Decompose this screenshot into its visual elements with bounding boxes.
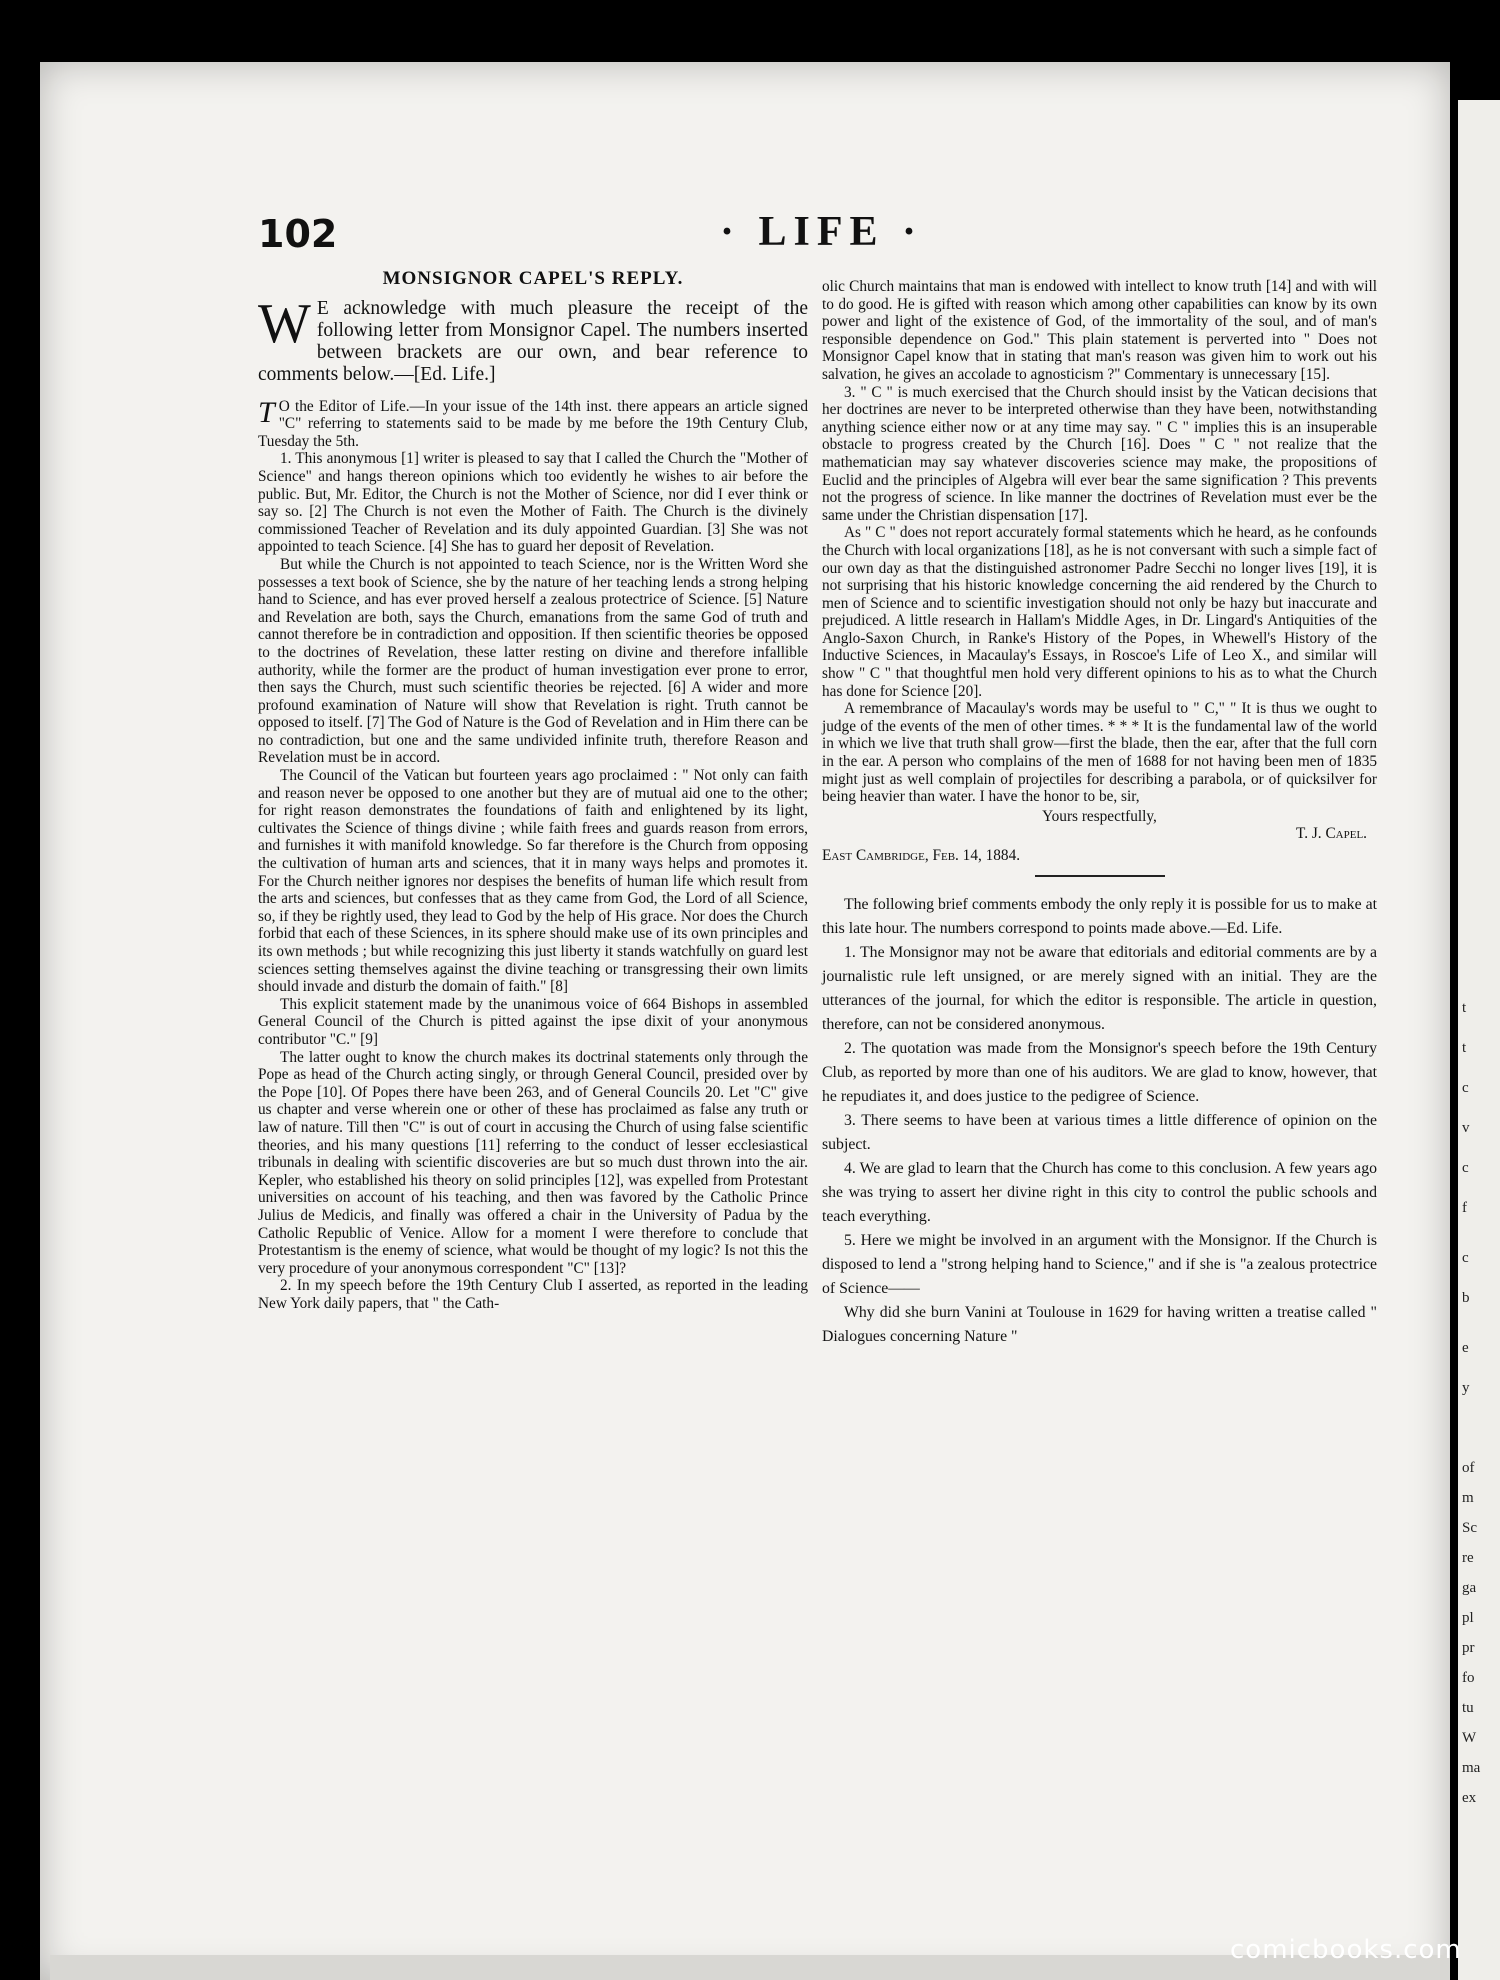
place-date: East Cambridge, Feb. 14, 1884. bbox=[822, 847, 1021, 864]
letter-paragraph bbox=[258, 395, 808, 451]
edge-text-fragment: t bbox=[1462, 1000, 1467, 1016]
comment-item: 4. We are glad to learn that the Church has come to this conclusion. A few years ago she was trying to assert her divine right in this city to control the public schools and teach everything. bbox=[822, 1159, 1377, 1225]
editor-intro bbox=[258, 292, 808, 386]
article-title: MONSIGNOR CAPEL'S REPLY. bbox=[382, 268, 684, 289]
signoff: Yours respectfully, bbox=[1042, 807, 1157, 825]
intro-text: E acknowledge with much pleasure the receipt of the following letter from Monsignor Capel. The numbers inserted between brackets are our own, and bear reference to comments below.—[Ed. Life.] bbox=[258, 297, 808, 385]
edge-text-fragment: f bbox=[1462, 1200, 1467, 1216]
edge-text-fragment: ga bbox=[1462, 1580, 1477, 1596]
edge-text-fragment: e bbox=[1462, 1340, 1469, 1356]
edge-text-fragment: W bbox=[1462, 1730, 1477, 1746]
masthead: · LIFE · bbox=[720, 209, 924, 255]
intro-dropcap: W bbox=[258, 292, 311, 355]
edge-text-fragment: fo bbox=[1462, 1670, 1475, 1686]
comment-item: 5. Here we might be involved in an argument with the Monsignor. If the Church is disposed to lend a "strong helping hand to Science," and if she is "a zealous protectrice of Science—— bbox=[822, 1231, 1377, 1297]
comment-item: 1. The Monsignor may not be aware that editorials and editorial comments are by a journalistic rule left unsigned, or are merely signed with an initial. They are the utterances of the journal, for which the editor is responsible. The article in question, therefore, can not be considered anonymous. bbox=[822, 943, 1377, 1033]
edge-text-fragment: c bbox=[1462, 1250, 1469, 1266]
letter-paragraph: As " C " does not report accurately formal statements which he heard, as he confounds the Church with local organizations [18], as he is not conversant with such a simple fact of our own day as that the distinguished astronomer Padre Secchi no longer lives [19], it is not surprising that his historic knowledge concerning the aid rendered by the Church to men of Science and to scientific investigation should not only be hazy but inaccurate and prejudiced. A little research in Hallam's Middle Ages, in Dr. Lingard's Antiquities of the Anglo-Saxon Church, in Ranke's History of the Popes, in Whewell's History of the Inductive Sciences, in Macaulay's Essays, in Roscoe's Life of Leo X., and similar will show " C " that thoughtful men hold very different opinions to his as to what the Church has done for Science [20]. bbox=[822, 524, 1377, 700]
left-column bbox=[258, 270, 808, 1312]
letter-dropcap: T bbox=[258, 395, 275, 429]
edge-text-fragment: pr bbox=[1462, 1640, 1475, 1656]
edge-text-fragment: re bbox=[1462, 1550, 1474, 1566]
edge-text-fragment: ma bbox=[1462, 1760, 1481, 1776]
signature: T. J. Capel. bbox=[1296, 825, 1367, 843]
letter-paragraph: 1. This anonymous [1] writer is pleased to say that I called the Church the "Mother of Science" and hangs thereon opinions which too evidently he wishes to air before the public. But, Mr. Editor, the Church is not the Mother of Science, nor did I ever think or say so. [2] The Church is not even the Mother of Faith. The Church is the divinely commissioned Teacher of Revelation and its duly appointed Guardian. [3] She was not appointed to teach Science. [4] She has to guard her deposit of Revelation. bbox=[258, 450, 808, 556]
comment-item: 2. The quotation was made from the Monsignor's speech before the 19th Century Club, as reported by more than one of his auditors. We are glad to know, however, that he repudiates it, and does justice to the pedigree of Science. bbox=[822, 1039, 1377, 1105]
watermark: comicbooks.com bbox=[1230, 1935, 1462, 1965]
adjacent-page-edge bbox=[1458, 100, 1500, 1980]
edge-text-fragment: tu bbox=[1462, 1700, 1474, 1716]
edge-text-fragment: y bbox=[1462, 1380, 1470, 1396]
edge-text-fragment: c bbox=[1462, 1160, 1469, 1176]
edge-text-fragment: m bbox=[1462, 1490, 1474, 1506]
edge-text-fragment: v bbox=[1462, 1120, 1470, 1136]
edge-text-fragment: b bbox=[1462, 1290, 1470, 1306]
editor-comments bbox=[822, 893, 1377, 1349]
edge-text-fragment: ex bbox=[1462, 1790, 1477, 1806]
edge-text-fragment: c bbox=[1462, 1080, 1469, 1096]
letter-paragraph: 3. " C " is much exercised that the Church should insist by the Vatican decisions that her doctrines are never to be interpreted otherwise than they have been, notwithstanding anything science either now or at any time may say. " C " implies this is an insuperable obstacle to progress created by the Church [16]. Does " C " not realize that the mathematician may say whatever discoveries science may make, the propositions of Euclid and the principles of Algebra will ever bear the same signification ? This prevents not the progress of science. In like manner the doctrines of Revelation must ever be the same under the Christian dispensation [17]. bbox=[822, 383, 1377, 524]
letter-paragraph: A remembrance of Macaulay's words may be useful to " C," " It is thus we ought to judge of the events of the men of other times. * * * It is the fundamental law of the world in which we live that truth shall grow—first the blade, then the ear, after that the full corn in the ear. A person who complains of the men of 1688 for not having been men of 1835 might just as well complain of projectiles for describing a parabola, or of quicksilver for being heavier than water. I have the honor to be, sir, bbox=[822, 700, 1377, 806]
letter-paragraph: This explicit statement made by the unanimous voice of 664 Bishops in assembled General Council of the Church is pitted against the ipse dixit of your anonymous contributor "C." [9] bbox=[258, 995, 808, 1048]
letter-paragraph-text: O the Editor of Life.—In your issue of the 14th inst. there appears an article signed "C" referring to statements said to be made by me before the 19th Century Club, Tuesday the 5th. bbox=[258, 397, 808, 450]
edge-text-fragment: Sc bbox=[1462, 1520, 1477, 1536]
divider-rule bbox=[1035, 875, 1165, 877]
comments-intro: The following brief comments embody the only reply it is possible for us to make at this late hour. The numbers correspond to points made above.—Ed. Life. bbox=[822, 895, 1377, 937]
letter-paragraph: olic Church maintains that man is endowed with intellect to know truth [14] and with will to do good. He is gifted with reason which among other capabilities can know by its own power and light of the existence of God, of the immortality of the soul, and of man's responsible dependence on God." This plain statement is perverted into " Does not Monsignor Capel know that in stating that man's reason was given him to work out his salvation, he gives an accolade to agnosticism ?" Commentary is unnecessary [15]. bbox=[822, 278, 1377, 383]
letter-paragraph: 2. In my speech before the 19th Century Club I asserted, as reported in the leading New York daily papers, that " the Cath- bbox=[258, 1277, 808, 1312]
edge-text-fragment: t bbox=[1462, 1040, 1467, 1056]
right-column bbox=[822, 278, 1377, 1349]
edge-text-fragment: of bbox=[1462, 1460, 1475, 1476]
edge-text-fragment: pl bbox=[1462, 1610, 1474, 1626]
letter-paragraph: The latter ought to know the church makes its doctrinal statements only through the Pope as head of the Church acting singly, or through General Council, presided over by the Pope [10]. Of Popes there have been 263, and of General Councils 20. Let "C" give us chapter and verse wherein one or other of these has proclaimed as false any truth or law of nature. Till then "C" is out of court in accusing the Church of using false scientific theories, and his many questions [11] referring to the conduct of lesser ecclesiastical tribunals in dealing with scientific discoveries are but so much dust thrown into the air. Kepler, who established his theory on solid principles [12], was expelled from Protestant universities on account of his teaching, and then was favored by the Catholic Prince Julius de Medicis, and finally was offered a chair in the University of Padua by the Catholic Republic of Venice. Allow for a moment I were therefore to conclude that Protestantism is the enemy of science, what would be thought of my logic? Is not this the very procedure of your anonymous correspondent "C" [13]? bbox=[258, 1048, 808, 1277]
comment-item: 3. There seems to have been at various times a little difference of opinion on the subject. bbox=[822, 1111, 1377, 1153]
page-number: 102 bbox=[258, 212, 338, 256]
letter-paragraph: The Council of the Vatican but fourteen years ago proclaimed : " Not only can faith and reason never be opposed to one another but they are of mutual aid one to the other; for right reason demonstrates the foundations of faith and enlightened by its light, cultivates the Science of things divine ; while faith frees and guards reason from errors, and furnishes it with manifold knowledge. So far therefore is the Church from opposing the cultivation of human arts and sciences, that it in many ways helps and promotes it. For the Church neither ignores nor despises the benefits of human life which result from the arts and sciences, but confesses that as they came from God, the Lord of all Science, so, if they be rightly used, they lead to God by the help of His grace. Nor does the Church forbid that each of these Sciences, in its sphere should make use of its own principles and its own methods ; but while recognizing this just liberty it stands watchfully on guard lest sciences setting themselves against the divine teaching or transgressing their own limits should invade and disturb the domain of faith." [8] bbox=[258, 767, 808, 996]
comment-item: Why did she burn Vanini at Toulouse in 1629 for having written a treatise called " Dialogues concerning Nature " bbox=[822, 1303, 1377, 1345]
letter-paragraph: But while the Church is not appointed to teach Science, nor is the Written Word she possesses a text book of Science, she by the nature of her teaching lends a strong helping hand to Science, and has ever proved herself a zealous protectrice of Science. [5] Nature and Revelation are both, says the Church, emanations from the same God of truth and cannot therefore be in contradiction and opposition. If then scientific theories be opposed to the doctrines of Revelation, these latter resting on divine and therefore infallible authority, while the former are the product of human investigation ever prone to error, then says the Church, must such scientific theories be rejected. [6] A wider and more profound examination of Nature will show that Revelation is right. Truth cannot be opposed to itself. [7] The God of Nature is the God of Revelation and in Him there can be no contradiction, but one and the same undivided infinite truth, therefore Reason and Revelation must be in accord. bbox=[258, 555, 808, 767]
